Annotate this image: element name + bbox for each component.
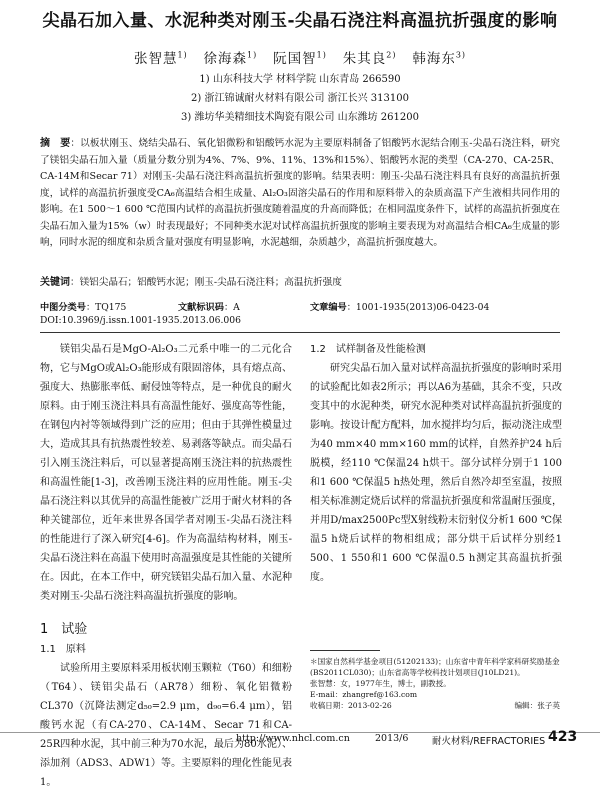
author-name: 张智慧 bbox=[133, 51, 178, 67]
footer-url: http://www.nhcl.com.cn bbox=[236, 733, 350, 744]
body-left-column bbox=[40, 340, 292, 792]
paper-title: 尖晶石加入量、水泥种类对刚玉-尖晶石浇注料高温抗折强度的影响 bbox=[42, 11, 558, 31]
keywords-label: 关键词 bbox=[40, 277, 70, 288]
author-list bbox=[0, 47, 600, 67]
doi: DOI:10.3969/j.issn.1001-1935.2013.06.006 bbox=[40, 315, 241, 326]
received-date: 收稿日期：2013-02-26 bbox=[310, 701, 392, 710]
clc-number bbox=[40, 299, 126, 313]
document-code bbox=[178, 299, 240, 313]
affiliation: 2) 浙江锦诚耐火材料有限公司 浙江长兴 313100 bbox=[191, 93, 409, 104]
author-note: 张智慧：女，1977年生，博士，副教授。 bbox=[310, 679, 451, 688]
section-heading: 1 试验 bbox=[40, 622, 88, 637]
affiliation: 3) 潍坊华美精细技术陶瓷有限公司 山东潍坊 261200 bbox=[181, 112, 419, 123]
author-name: 徐海森 bbox=[203, 51, 248, 67]
author-affil-mark: 3) bbox=[455, 50, 467, 60]
received-row bbox=[310, 700, 560, 711]
subsection-heading: 1.1 原料 bbox=[40, 644, 86, 655]
doc-code-label: 文献标识码 bbox=[178, 302, 224, 313]
doc-code-value: ：A bbox=[223, 302, 240, 313]
footer-issue: 2013/6 bbox=[375, 733, 409, 744]
abstract-text: ：以板状刚玉、烧结尖晶石、氧化铝微粉和铝酸钙水泥为主要原料制备了铝酸钙水泥结合刚玉-尖晶石浇注料，研究了镁铝尖晶石加入量（质量分数分别为4%、7%、9%、11%、13%和15%）、铝酸钙水泥的类型（CA-270、CA-25R、CA-14M和Secar 71）对刚玉-尖晶石浇注料高温抗折强度的影响。结果表明：刚玉-尖晶石浇注料具有良好的高温抗折强度，试样的高温抗折强度受CA₆高温结合相生成量、Al₂O₃固溶尖晶石的作用和原料带入的杂质高温下产生液相共同作用的影响。在1 500～1 600 ℃范围内试样的高温抗折强度随着温度的升高而降低；在相同温度条件下，试样的高温抗折强度在尖晶石加入量为15%（w）时表现最好；不同种类水泥对试样高温抗折强度的影响主要表现为对高温结合相CA₆生成量的影响，同时水泥的细度和杂质含量对强度有明显影响，水泥越细，杂质越少，高温抗折强度越大。 bbox=[40, 138, 560, 248]
abstract bbox=[40, 136, 560, 252]
method-paragraph: 研究尖晶石加入量对试样高温抗折强度的影响时采用的试验配比如表2所示；再以A6为基础，其余不变，只改变其中的水泥种类，研究水泥种类对试样高温抗折强度的影响。按设计配方配料，加水搅拌均匀后，振动浇注成型为40 mm×40 mm×160 mm的试样，自然养护24 h后脱模，经110 ℃保温24 h烘干。部分试样分别于1 100和1 600 ℃保温5 h热处理，然后自然冷却至室温，按照相关标准测定烧后试样的常温抗折强度和常温耐压强度，并用D/max2500Pc型X射线粉末衍射仪分析1 600 ℃保温5 h烧后试样的物相组成；部分烘干后试样分别经1 500、1 550和1 600 ℃保温0.5 h测定其高温抗折强度。 bbox=[310, 363, 562, 583]
materials-paragraph: 试验所用主要原料采用板状刚玉颗粒（T60）和细粉（T64）、镁铝尖晶石（AR78）细粉、氧化铝微粉CL370（沉降法测定d₅₀=2.9 μm，d₉₀=6.4 μm），铝酸钙水泥（有CA-270、CA-14M、Secar 71和CA-25R四种水泥，其中前三种为70水泥，最后为80水泥）、添加剂（ADS3、ADW1）等。主要原料的理化性能见表1。 bbox=[40, 663, 292, 788]
author-affil-mark: 1) bbox=[247, 50, 258, 60]
clc-value: ：TQ175 bbox=[85, 302, 127, 313]
fund-note: ＊国家自然科学基金项目(51202133)；山东省中青年科学家科研奖励基金(BS2011CL030)；山东省高等学校科技计划项目(J10LD21)。 bbox=[310, 657, 560, 677]
author-name: 朱其良 bbox=[342, 51, 387, 67]
clc-label: 中图分类号 bbox=[40, 302, 86, 313]
footnote-divider bbox=[310, 650, 380, 651]
author-affil-mark: 1) bbox=[316, 50, 327, 60]
editor-note: 编辑：张子英 bbox=[514, 701, 560, 710]
article-number bbox=[310, 299, 489, 313]
intro-paragraph: 镁铝尖晶石是MgO-Al₂O₃二元系中唯一的二元化合物，它与MgO或Al₂O₃能形成有限固溶体，具有熔点高、强度大、热膨胀率低、耐侵蚀等特点，是一种优良的耐火原料。由于刚玉浇注料具有高温性能好、强度高等性能，在钢包内衬等领域得到广泛的应用；但由于其弹性模量过大，造成其具有抗热震性较差、易剥落等缺点。而尖晶石引入刚玉浇注料后，可以显著提高刚玉浇注料的抗热震性和高温性能[1-3]，改善刚玉浇注料的应用性能。刚玉-尖晶石浇注料以其优异的高温性能被广泛用于耐火材料的各种关键部位，近年来世界各国学者对刚玉-尖晶石浇注料的性能进行了深入研究[4-6]。作为高温结构材料，刚玉-尖晶石浇注料在高温下使用时高温强度是其性能的关键所在。因此，在本工作中，研究镁铝尖晶石加入量、水泥种类对刚玉-尖晶石浇注料高温抗折强度的影响。 bbox=[40, 344, 292, 602]
abstract-label: 摘 要 bbox=[40, 138, 71, 149]
author-name: 阮国智 bbox=[273, 51, 317, 67]
footnote bbox=[310, 656, 560, 711]
subsection-heading: 1.2 试样制备及性能检测 bbox=[310, 344, 426, 355]
page-number: 423 bbox=[548, 729, 578, 745]
author-name: 韩海东 bbox=[412, 51, 456, 67]
article-no-label: 文章编号 bbox=[310, 302, 347, 313]
keywords bbox=[40, 275, 560, 291]
article-no-value: ：1001-1935(2013)06-0423-04 bbox=[346, 302, 490, 313]
author-affil-mark: 2) bbox=[386, 50, 397, 60]
keywords-text: ：镁铝尖晶石；铝酸钙水泥；刚玉-尖晶石浇注料；高温抗折强度 bbox=[70, 277, 342, 288]
footer-journal: 耐火材料/REFRACTORIES bbox=[432, 736, 546, 747]
header-divider bbox=[40, 332, 560, 333]
body-right-column bbox=[310, 340, 562, 587]
author-affil-mark: 1) bbox=[177, 50, 188, 60]
email-note: E-mail：zhangref@163.com bbox=[310, 690, 418, 699]
affiliation: 1) 山东科技大学 材料学院 山东青岛 266590 bbox=[199, 74, 401, 85]
